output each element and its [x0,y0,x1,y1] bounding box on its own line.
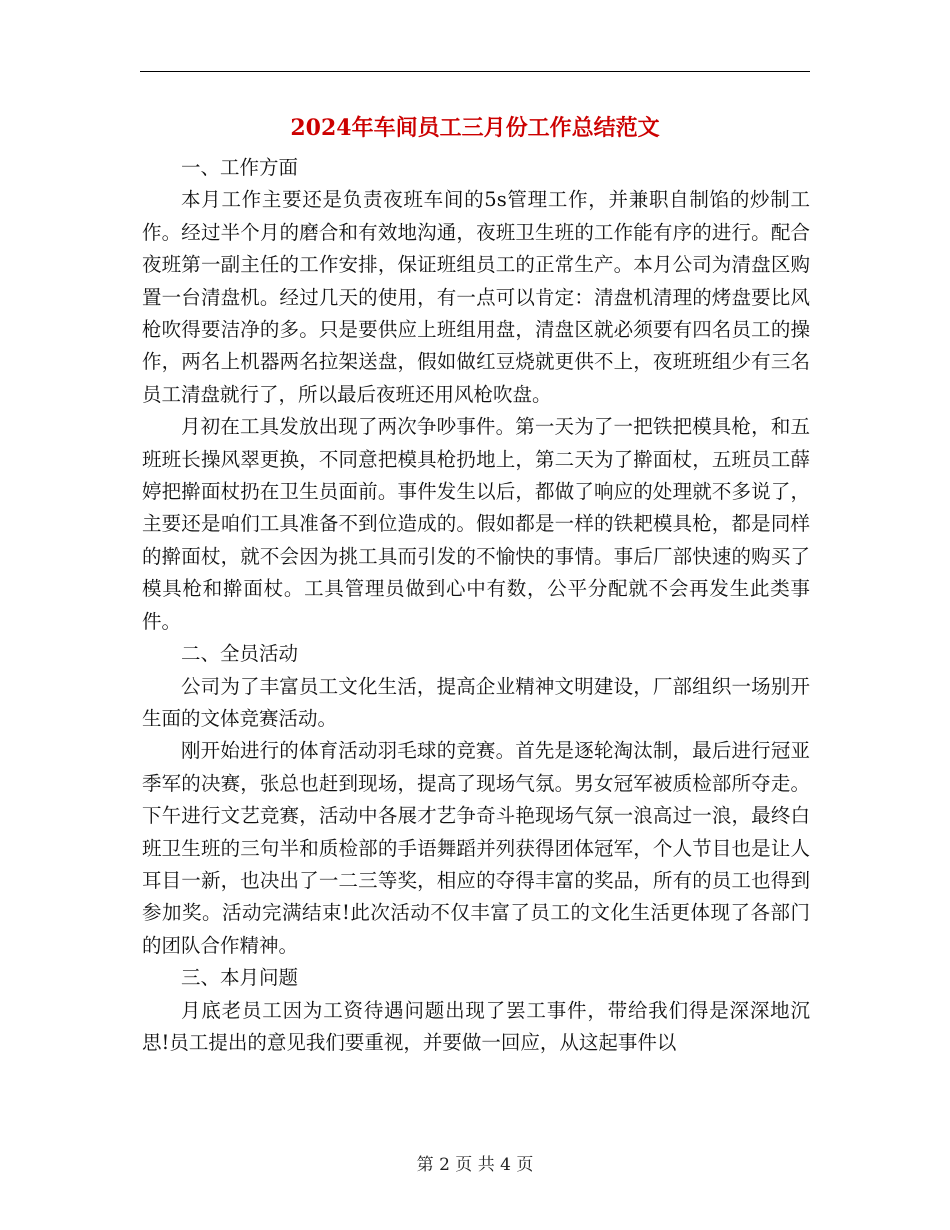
paragraph-issues: 月底老员工因为工资待遇问题出现了罢工事件，带给我们得是深深地沉思!员工提出的意见我们要重视，并要做一回应，从这起事件以 [142,998,810,1054]
paragraph-tool-incident: 月初在工具发放出现了两次争吵事件。第一天为了一把铁把模具枪，和五班班长操风翠更换，不同意把模具枪扔地上，第二天为了擀面杖，五班员工薛婷把擀面杖扔在卫生员面前。事件发生以后，都做了响应的处理就不多说了，主要还是咱们工具准备不到位造成的。假如都是一样的铁耙模具枪，都是同样的擀面杖，就不会因为挑工具而引发的不愉快的事情。事后厂部快速的购买了模具枪和擀面杖。工具管理员做到心中有数，公平分配就不会再发生此类事件。 [142,415,810,633]
section-heading-issues: 三、本月问题 [181,966,299,990]
header-rule [140,71,810,72]
page-number-footer: 第 2 页 共 4 页 [416,1155,534,1175]
paragraph-activity-details: 刚开始进行的体育活动羽毛球的竞赛。首先是逐轮淘汰制，最后进行冠亚季军的决赛，张总也赶到现场，提高了现场气氛。男女冠军被质检部所夺走。下午进行文艺竞赛，活动中各展才艺争奇斗艳现场气氛一浪高过一浪，最终白班卫生班的三句半和质检部的手语舞蹈并列获得团体冠军，个人节目也是让人耳目一新，也决出了一二三等奖，相应的夺得丰富的奖品，所有的员工也得到参加奖。活动完满结束!此次活动不仅丰富了员工的文化生活更体现了各部门的团队合作精神。 [142,739,810,957]
paragraph-activity-intro: 公司为了丰富员工文化生活，提高企业精神文明建设，厂部组织一场别开生面的文体竞赛活动。 [142,674,810,730]
section-heading-work: 一、工作方面 [181,156,299,179]
document-body [142,152,810,1059]
paragraph-work-summary: 本月工作主要还是负责夜班车间的5s管理工作，并兼职自制馅的炒制工作。经过半个月的磨合和有效地沟通，夜班卫生班的工作能有序的进行。配合夜班第一副主任的工作安排，保证班组员工的正常生产。本月公司为清盘区购置一台清盘机。经过几天的使用，有一点可以肯定：清盘机清理的烤盘要比风枪吹得要洁净的多。只是要供应上班组用盘，清盘区就必须要有四名员工的操作，两名上机器两名拉架送盘，假如做红豆烧就更供不上，夜班班组少有三名员工清盘就行了，所以最后夜班还用风枪吹盘。 [142,188,810,406]
section-heading-activities: 二、全员活动 [181,642,299,666]
document-title: 2024年车间员工三月份工作总结范文 [290,115,660,141]
